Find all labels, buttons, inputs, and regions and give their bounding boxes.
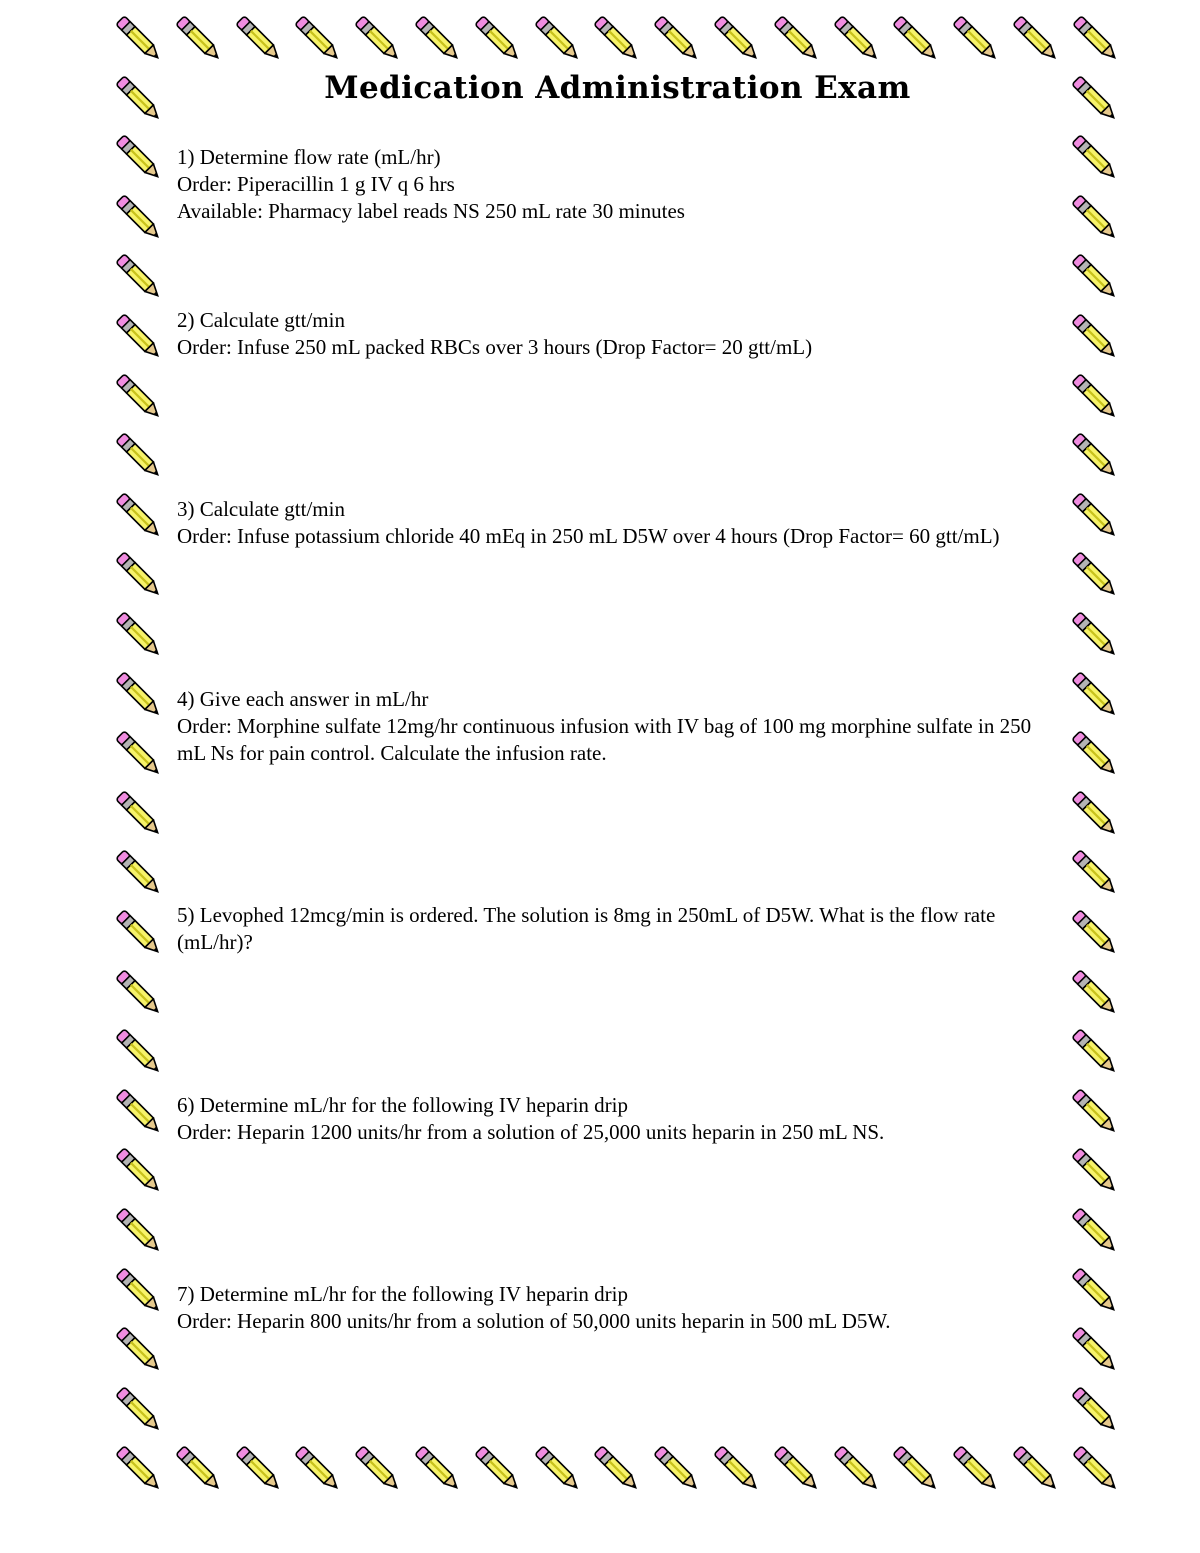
question-prompt: 4) Give each answer in mL/hr xyxy=(177,687,429,711)
pencil-icon xyxy=(110,904,170,964)
question-7 xyxy=(177,1281,1042,1335)
pencil-icon xyxy=(1007,1440,1067,1500)
pencil-icon xyxy=(349,1440,409,1500)
pencil-icon xyxy=(1066,129,1126,189)
question-prompt: 3) Calculate gtt/min xyxy=(177,497,345,521)
pencil-icon xyxy=(708,10,768,70)
pencil-icon xyxy=(1066,904,1126,964)
pencil-icon xyxy=(110,666,170,726)
pencil-icon xyxy=(1066,189,1126,249)
pencil-icon xyxy=(289,10,349,70)
pencil-icon xyxy=(828,10,888,70)
pencil-icon xyxy=(1066,606,1126,666)
pencil-icon xyxy=(1066,308,1126,368)
pencil-icon xyxy=(110,1440,170,1500)
pencil-icon xyxy=(110,308,170,368)
pencil-icon xyxy=(110,10,170,70)
pencil-icon xyxy=(110,606,170,666)
pencil-icon xyxy=(1067,10,1127,70)
question-prompt: 6) Determine mL/hr for the following IV heparin drip xyxy=(177,1093,628,1117)
pencil-icon xyxy=(110,725,170,785)
question-prompt: 7) Determine mL/hr for the following IV heparin drip xyxy=(177,1282,628,1306)
pencil-icon xyxy=(588,1440,648,1500)
pencil-icon xyxy=(409,1440,469,1500)
pencil-icon xyxy=(1066,844,1126,904)
pencil-icon xyxy=(887,1440,947,1500)
pencil-icon xyxy=(110,1023,170,1083)
question-4 xyxy=(177,686,1042,767)
pencil-icon xyxy=(1066,666,1126,726)
question-2 xyxy=(177,307,1042,361)
pencil-icon xyxy=(110,487,170,547)
pencil-icon xyxy=(588,10,648,70)
pencil-icon xyxy=(828,1440,888,1500)
pencil-icon xyxy=(1007,10,1067,70)
pencil-icon xyxy=(1066,725,1126,785)
pencil-icon xyxy=(110,1202,170,1262)
pencil-icon xyxy=(947,1440,1007,1500)
question-line: Available: Pharmacy label reads NS 250 mL rate 30 minutes xyxy=(177,199,685,223)
pencil-icon xyxy=(529,10,589,70)
question-line: Order: Morphine sulfate 12mg/hr continuous infusion with IV bag of 100 mg morphine sulfate in 250 mL Ns for pain control. Calculate the infusion rate. xyxy=(177,714,1032,765)
pencil-icon xyxy=(110,248,170,308)
pencil-icon xyxy=(1066,964,1126,1024)
pencil-icon xyxy=(1066,1262,1126,1322)
pencil-icon xyxy=(648,10,708,70)
pencil-icon xyxy=(1066,368,1126,428)
pencil-icon xyxy=(110,1262,170,1322)
pencil-icon xyxy=(648,1440,708,1500)
question-line: Order: Heparin 1200 units/hr from a solution of 25,000 units heparin in 250 mL NS. xyxy=(177,1120,885,1144)
pencil-icon xyxy=(110,844,170,904)
question-line: Order: Heparin 800 units/hr from a solution of 50,000 units heparin in 500 mL D5W. xyxy=(177,1309,891,1333)
pencil-icon xyxy=(110,70,170,130)
question-5 xyxy=(177,902,1042,956)
pencil-icon xyxy=(529,1440,589,1500)
pencil-icon xyxy=(708,1440,768,1500)
pencil-icon xyxy=(1066,1023,1126,1083)
pencil-icon xyxy=(110,1321,170,1381)
pencil-icon xyxy=(1066,1202,1126,1262)
pencil-icon xyxy=(230,10,290,70)
pencil-icon xyxy=(887,10,947,70)
pencil-icon xyxy=(110,427,170,487)
pencil-icon xyxy=(289,1440,349,1500)
pencil-icon xyxy=(110,189,170,249)
pencil-icon xyxy=(1066,427,1126,487)
pencil-icon xyxy=(110,368,170,428)
pencil-icon xyxy=(1066,1381,1126,1441)
pencil-icon xyxy=(1066,70,1126,130)
pencil-icon xyxy=(170,1440,230,1500)
exam-title: Medication Administration Exam xyxy=(324,70,911,106)
pencil-icon xyxy=(170,10,230,70)
question-6 xyxy=(177,1092,1042,1146)
pencil-icon xyxy=(1066,1083,1126,1143)
pencil-icon xyxy=(110,129,170,189)
pencil-icon xyxy=(469,10,529,70)
pencil-icon xyxy=(110,546,170,606)
pencil-icon xyxy=(1066,248,1126,308)
pencil-icon xyxy=(110,1083,170,1143)
pencil-icon xyxy=(349,10,409,70)
pencil-icon xyxy=(110,1142,170,1202)
question-line: Order: Infuse potassium chloride 40 mEq in 250 mL D5W over 4 hours (Drop Factor= 60 gtt/mL) xyxy=(177,524,1000,548)
pencil-icon xyxy=(768,10,828,70)
pencil-icon xyxy=(947,10,1007,70)
question-line: Order: Piperacillin 1 g IV q 6 hrs xyxy=(177,172,455,196)
question-prompt: 1) Determine flow rate (mL/hr) xyxy=(177,145,441,169)
pencil-icon xyxy=(1066,487,1126,547)
question-1 xyxy=(177,144,1042,225)
pencil-icon xyxy=(1066,1321,1126,1381)
question-3 xyxy=(177,496,1042,550)
question-line: Order: Infuse 250 mL packed RBCs over 3 hours (Drop Factor= 20 gtt/mL) xyxy=(177,335,813,359)
pencil-icon xyxy=(1066,785,1126,845)
pencil-icon xyxy=(768,1440,828,1500)
pencil-icon xyxy=(110,1381,170,1441)
pencil-icon xyxy=(110,964,170,1024)
pencil-icon xyxy=(1067,1440,1127,1500)
pencil-icon xyxy=(110,785,170,845)
pencil-icon xyxy=(409,10,469,70)
pencil-icon xyxy=(1066,546,1126,606)
pencil-icon xyxy=(230,1440,290,1500)
question-prompt: 5) Levophed 12mcg/min is ordered. The solution is 8mg in 250mL of D5W. What is the flow rate (mL/hr)? xyxy=(177,903,996,954)
pencil-icon xyxy=(1066,1142,1126,1202)
pencil-icon xyxy=(469,1440,529,1500)
question-prompt: 2) Calculate gtt/min xyxy=(177,308,345,332)
